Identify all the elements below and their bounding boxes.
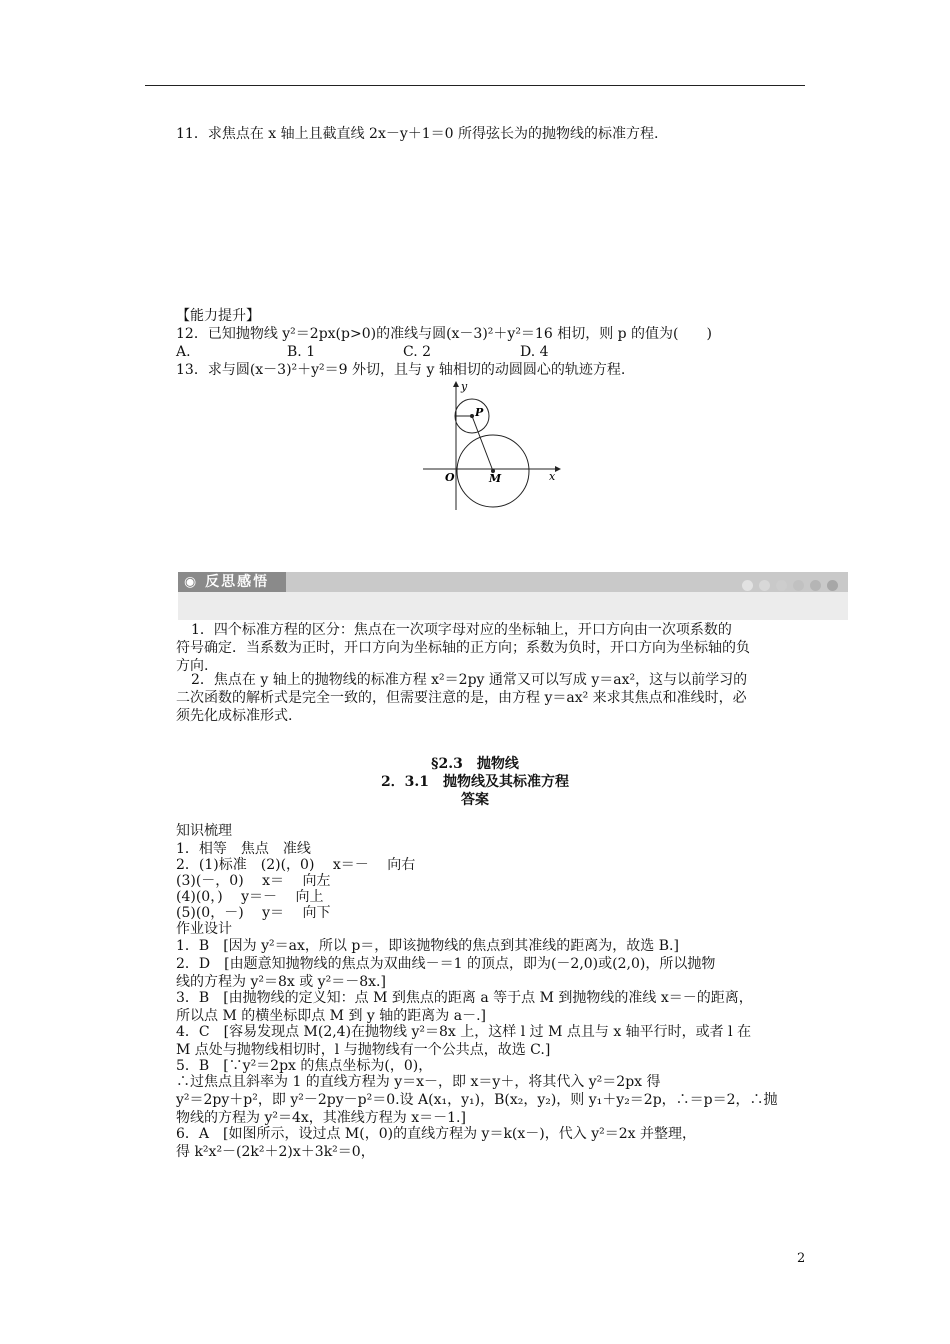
- q12-option-b: B. 1: [287, 344, 316, 360]
- answer-line: 作业设计: [176, 921, 232, 937]
- answer-line: (5)(0，－) y＝ 向下: [176, 905, 331, 921]
- question-12: 12．已知抛物线 y²＝2px(p>0)的准线与圆(x－3)²＋y²＝16 相切，则 p 的值为( ): [176, 326, 712, 342]
- y-axis-arrow: [453, 381, 459, 387]
- p-label: P: [475, 406, 484, 419]
- answer-line: 3．B [由抛物线的定义知：点 M 到焦点的距离 a 等于点 M 到抛物线的准线 x＝－的距离，: [176, 990, 753, 1006]
- point-p: [470, 414, 474, 418]
- circle-figure: [415, 378, 565, 513]
- answer-line: y²＝2py＋p²，即 y²－2py－p²＝0.设 A(x₁，y₁)，B(x₂，y₂)，则 y₁＋y₂＝2p，∴＝p＝2，∴抛: [176, 1092, 778, 1108]
- reflection-line: 1．四个标准方程的区分：焦点在一次项字母对应的坐标轴上，开口方向由一次项系数的: [191, 622, 732, 638]
- banner-dot: [776, 580, 787, 591]
- banner-dots: [736, 576, 838, 588]
- banner-dot: [827, 580, 838, 591]
- answer-line: 4．C [容易发现点 M(2,4)在抛物线 y²＝8x 上，这样 l 过 M 点且与 x 轴平行时，或者 l 在: [176, 1024, 752, 1040]
- answer-line: 线的方程为 y²＝8x 或 y²＝－8x.]: [176, 974, 386, 990]
- answer-line: 1．相等 焦点 准线: [176, 841, 311, 857]
- answer-line: 得 k²x²－(2k²＋2)x＋3k²＝0，: [176, 1144, 375, 1160]
- answer-line: 1．B [因为 y²＝ax，所以 p＝，即该抛物线的焦点到其准线的距离为，故选 B.]: [176, 938, 679, 954]
- answer-line: (3)(－，0) x＝ 向左: [176, 873, 331, 889]
- reflection-line: 2．焦点在 y 轴上的抛物线的标准方程 x²＝2py 通常又可以写成 y＝ax²，这与以前学习的: [191, 672, 748, 688]
- answer-line: ∴过焦点且斜率为 1 的直线方程为 y＝x－，即 x＝y＋，将其代入 y²＝2px 得: [176, 1074, 661, 1090]
- page-number: 2: [797, 1251, 806, 1266]
- answer-line: (4)(0，) y＝－ 向上: [176, 889, 324, 905]
- answer-line: 知识梳理: [176, 823, 232, 839]
- answer-title: 答案: [461, 792, 489, 808]
- banner-dot: [810, 580, 821, 591]
- reflection-banner: [178, 572, 848, 620]
- question-13: 13．求与圆(x－3)²＋y²＝9 外切，且与 y 轴相切的动圆圆心的轨迹方程.: [176, 362, 626, 378]
- banner-dot: [793, 580, 804, 591]
- answer-line: 物线的方程为 y²＝4x，其准线方程为 x＝－1.]: [176, 1110, 466, 1126]
- answer-line: 5．B [∵y²＝2px 的焦点坐标为(，0)，: [176, 1058, 433, 1074]
- banner-dot: [742, 580, 753, 591]
- answer-line: 所以点 M 的横坐标即点 M 到 y 轴的距离为 a－.]: [176, 1008, 486, 1024]
- q12-option-c: C. 2: [403, 344, 432, 360]
- banner-dot: [759, 580, 770, 591]
- answer-line: 2．(1)标准 (2)(，0) x＝－ 向右: [176, 857, 416, 873]
- y-label: y: [461, 380, 468, 393]
- section-title: §2.3 抛物线: [431, 756, 519, 772]
- subsection-title: 2．3.1 抛物线及其标准方程: [380, 774, 570, 790]
- q12-option-a: A.: [176, 344, 191, 360]
- origin-label: O: [445, 471, 455, 484]
- x-label: x: [549, 470, 556, 483]
- answer-line: M 点处与抛物线相切时，l 与抛物线有一个公共点，故选 C.]: [176, 1042, 551, 1058]
- ability-header: 【能力提升】: [176, 308, 260, 324]
- q12-option-d: D. 4: [520, 344, 549, 360]
- reflection-line: 方向.: [176, 658, 209, 674]
- question-11: 11．求焦点在 x 轴上且截直线 2x－y＋1＝0 所得弦长为的抛物线的标准方程.: [176, 126, 659, 142]
- answer-line: 2．D [由题意知抛物线的焦点为双曲线－＝1 的顶点，即为(－2,0)或(2,0)，所以抛物: [176, 956, 716, 972]
- center-line: [472, 416, 493, 471]
- x-axis-arrow: [555, 466, 561, 472]
- reflection-line: 二次函数的解析式是完全一致的，但需要注意的是，由方程 y＝ax² 来求其焦点和准线时，必: [176, 690, 747, 706]
- reflection-line: 符号确定．当系数为正时，开口方向为坐标轴的正方向；系数为负时，开口方向为坐标轴的负: [176, 640, 750, 656]
- header-rule: [145, 85, 805, 86]
- answer-line: 6．A [如图所示，设过点 M(，0)的直线方程为 y＝k(x－)，代入 y²＝2x 并整理，: [176, 1126, 696, 1142]
- reflection-line: 须先化成标准形式.: [176, 708, 293, 724]
- m-label: M: [489, 472, 502, 485]
- reflection-title: ◉ 反思感悟: [178, 572, 286, 592]
